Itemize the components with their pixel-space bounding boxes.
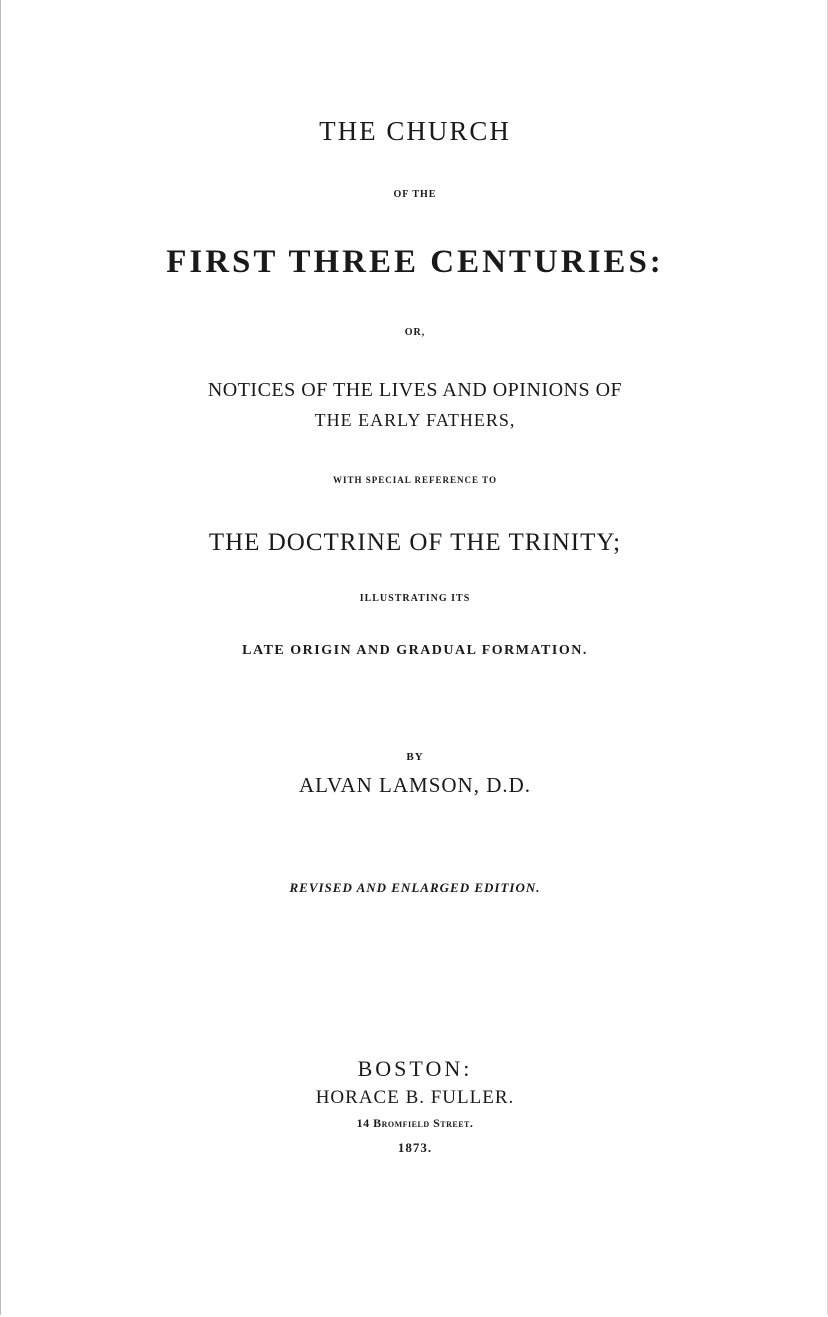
title-line-the-church: THE CHURCH xyxy=(319,116,511,146)
imprint-publisher: HORACE B. FULLER. xyxy=(315,1087,515,1108)
imprint-address: 14 Bromfield Street. xyxy=(356,1116,474,1130)
subtitle-line-doctrine-trinity: THE DOCTRINE OF THE TRINITY; xyxy=(208,529,622,556)
title-line-or: OR, xyxy=(404,327,426,338)
subtitle-line-late-origin: LATE ORIGIN AND GRADUAL FORMATION. xyxy=(242,643,588,658)
author-name: ALVAN LAMSON, D.D. xyxy=(298,773,532,797)
title-line-of-the: OF THE xyxy=(393,189,437,200)
imprint-year: 1873. xyxy=(397,1140,433,1155)
subtitle-line-special-reference: WITH SPECIAL REFERENCE TO xyxy=(333,475,497,485)
subtitle-line-notices: NOTICES OF THE LIVES AND OPINIONS OF xyxy=(207,379,623,401)
by-label: BY xyxy=(406,751,424,763)
imprint-city: BOSTON: xyxy=(357,1056,473,1081)
subtitle-line-illustrating: ILLUSTRATING ITS xyxy=(359,593,471,604)
subtitle-line-early-fathers: THE EARLY FATHERS, xyxy=(314,410,516,430)
edition-note: REVISED AND ENLARGED EDITION. xyxy=(289,880,541,895)
title-line-first-three-centuries: FIRST THREE CENTURIES: xyxy=(166,244,664,280)
